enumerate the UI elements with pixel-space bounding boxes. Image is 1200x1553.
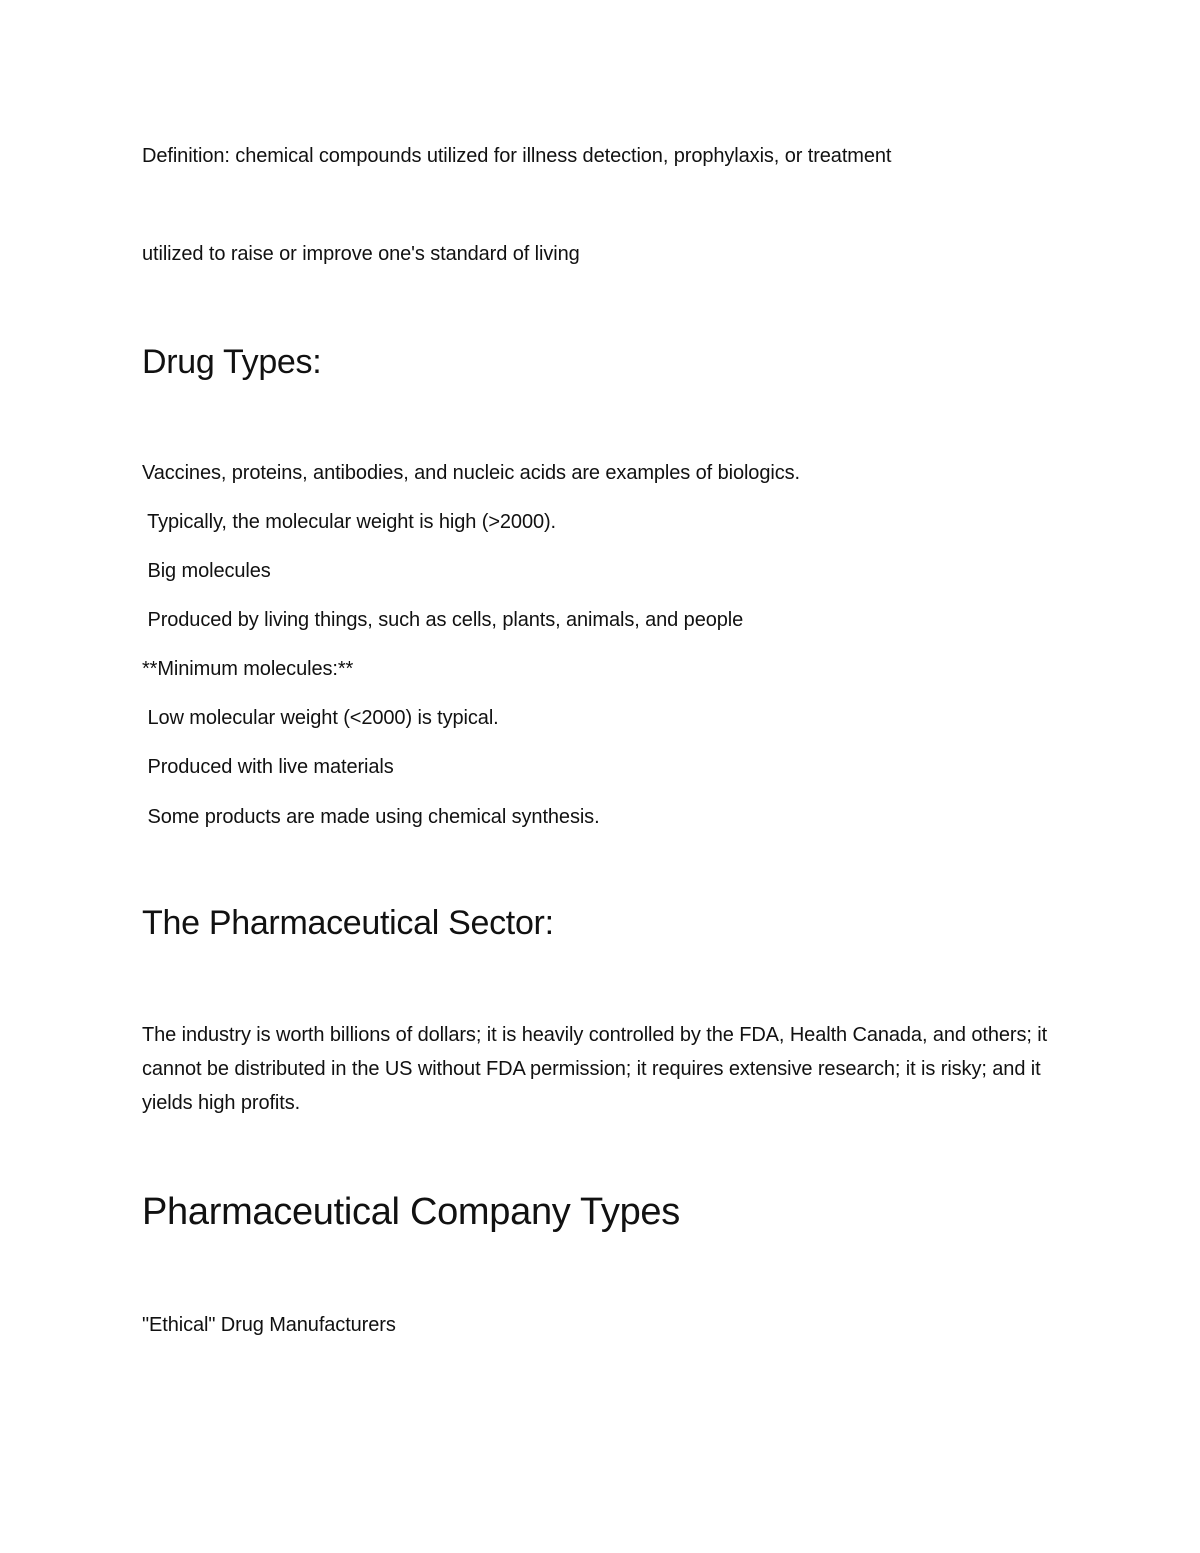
drug-types-line: Produced with live materials — [142, 756, 394, 778]
sector-heading: The Pharmaceutical Sector: — [142, 904, 554, 942]
purpose-text: utilized to raise or improve one's standard of living — [142, 243, 580, 265]
drug-types-line: Vaccines, proteins, antibodies, and nucleic acids are examples of biologics. — [142, 462, 800, 484]
drug-types-line: Typically, the molecular weight is high (>2000). — [142, 511, 557, 533]
company-type-item: "Ethical" Drug Manufacturers — [142, 1314, 396, 1336]
company-types-heading: Pharmaceutical Company Types — [142, 1191, 680, 1233]
drug-types-line: **Minimum molecules:** — [142, 658, 354, 680]
definition-text: Definition: chemical compounds utilized for illness detection, prophylaxis, or treatment — [142, 145, 892, 167]
drug-types-line: Low molecular weight (<2000) is typical. — [142, 707, 499, 729]
drug-types-line: Produced by living things, such as cells, plants, animals, and people — [142, 609, 744, 631]
sector-paragraph: The industry is worth billions of dollars; it is heavily controlled by the FDA, Health Canada, and others; it cannot be distributed in the US without FDA permission; it requires extensive research; it is risky; and it yields high profits. — [142, 1024, 1048, 1114]
drug-types-line: Big molecules — [142, 560, 271, 582]
drug-types-heading: Drug Types: — [142, 343, 322, 381]
drug-types-line: Some products are made using chemical synthesis. — [142, 806, 600, 828]
